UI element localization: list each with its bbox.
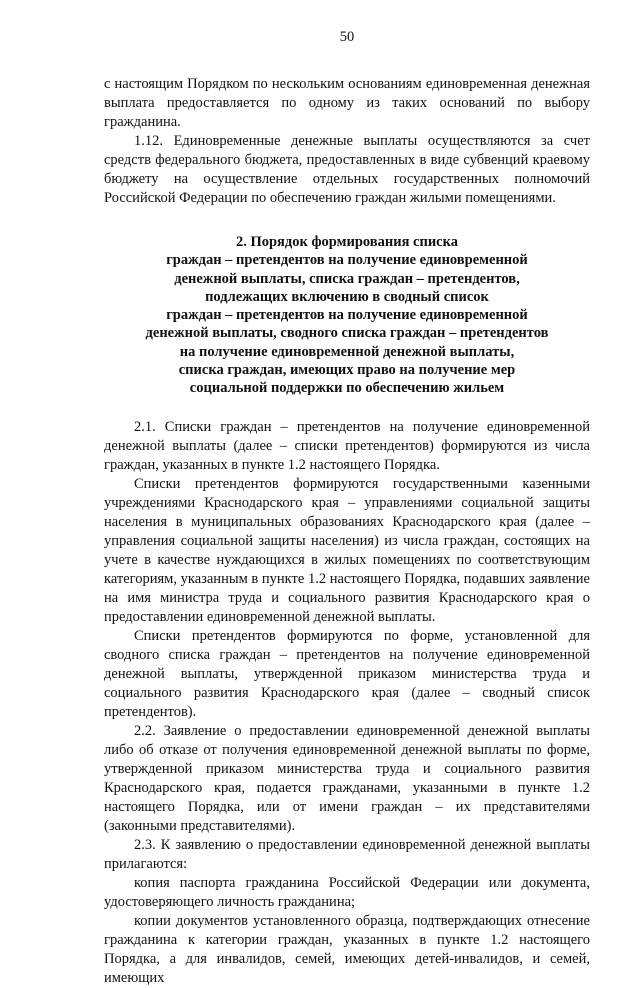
- paragraph-1-12: 1.12. Единовременные денежные выплаты осуществляются за счет средств федерального бюджета, предоставленных в виде субвенций краевому бюджету на осуществление отдельных государственных полномочий Российской Федерации по обеспечению граждан жилыми помещениями.: [104, 133, 590, 206]
- paragraph-continuation: с настоящим Порядком по нескольким основаниям единовременная денежная выплата предоставляется по одному из таких оснований по выбору гражданина.: [104, 76, 590, 130]
- paragraph-2-2: 2.2. Заявление о предоставлении единовременной денежной выплаты либо об отказе от получения единовременной денежной выплаты по форме, утвержденной приказом министерства труда и социального развития Краснодарского края, подается гражданами, указанными в пункте 1.2 настоящего Порядка, или от имени граждан – их представителями (законными представителями).: [104, 722, 590, 834]
- paragraph-passport-copy: копия паспорта гражданина Российской Федерации или документа, удостоверяющего личность гражданина;: [104, 874, 590, 910]
- paragraph-lists-form: Списки претендентов формируются по форме, установленной для сводного списка граждан – претендентов на получение единовременной денежной выплаты, утвержденной приказом министерства труда и социального развития Краснодарского края (далее – сводный список претендентов).: [104, 627, 590, 720]
- section-heading-line: на получение единовременной денежной выплаты,: [179, 343, 515, 360]
- paragraph-lists-formed-by: Списки претендентов формируются государственными казенными учреждениями Краснодарского края – управлениями социальной защиты населения в муниципальных образованиях Краснодарского края (далее – управления социальной защиты населения) из числа граждан, состоящих на учете в качестве нуждающихся в жилых помещениях по соответствующим категориям, указанным в пункте 1.2 настоящего Порядка, подавших заявление на имя министра труда и социального развития Краснодарского края о предоставлении единовременной денежной выплаты.: [104, 475, 590, 625]
- page-number: 50: [339, 29, 355, 45]
- section-heading-line: списка граждан, имеющих право на получение мер: [178, 362, 516, 379]
- section-heading-line: подлежащих включению в сводный список: [205, 288, 489, 305]
- section-heading-line: денежной выплаты, списка граждан – претендентов,: [174, 270, 520, 287]
- paragraph-2-1: 2.1. Списки граждан – претендентов на получение единовременной денежной выплаты (далее – списки претендентов) формируются из числа граждан, указанных в пункте 1.2 настоящего Порядка.: [104, 418, 590, 473]
- section-heading: [104, 233, 590, 398]
- section-heading-line: граждан – претендентов на получение единовременной: [166, 307, 528, 324]
- paragraph-2-3: 2.3. К заявлению о предоставлении единовременной денежной выплаты прилагаются:: [104, 836, 590, 872]
- section-heading-line: 2. Порядок формирования списка: [235, 234, 459, 250]
- paragraph-document-copies: копии документов установленного образца, подтверждающих отнесение гражданина к категории граждан, указанных в пункте 1.2 настоящего Порядка, а для инвалидов, семей, имеющих детей-инвалидов, и семей, имеющих: [104, 912, 590, 986]
- section-heading-line: граждан – претендентов на получение единовременной: [166, 252, 528, 269]
- section-heading-line: денежной выплаты, сводного списка граждан – претендентов: [145, 325, 549, 342]
- section-heading-line: социальной поддержки по обеспечению жильем: [189, 380, 505, 397]
